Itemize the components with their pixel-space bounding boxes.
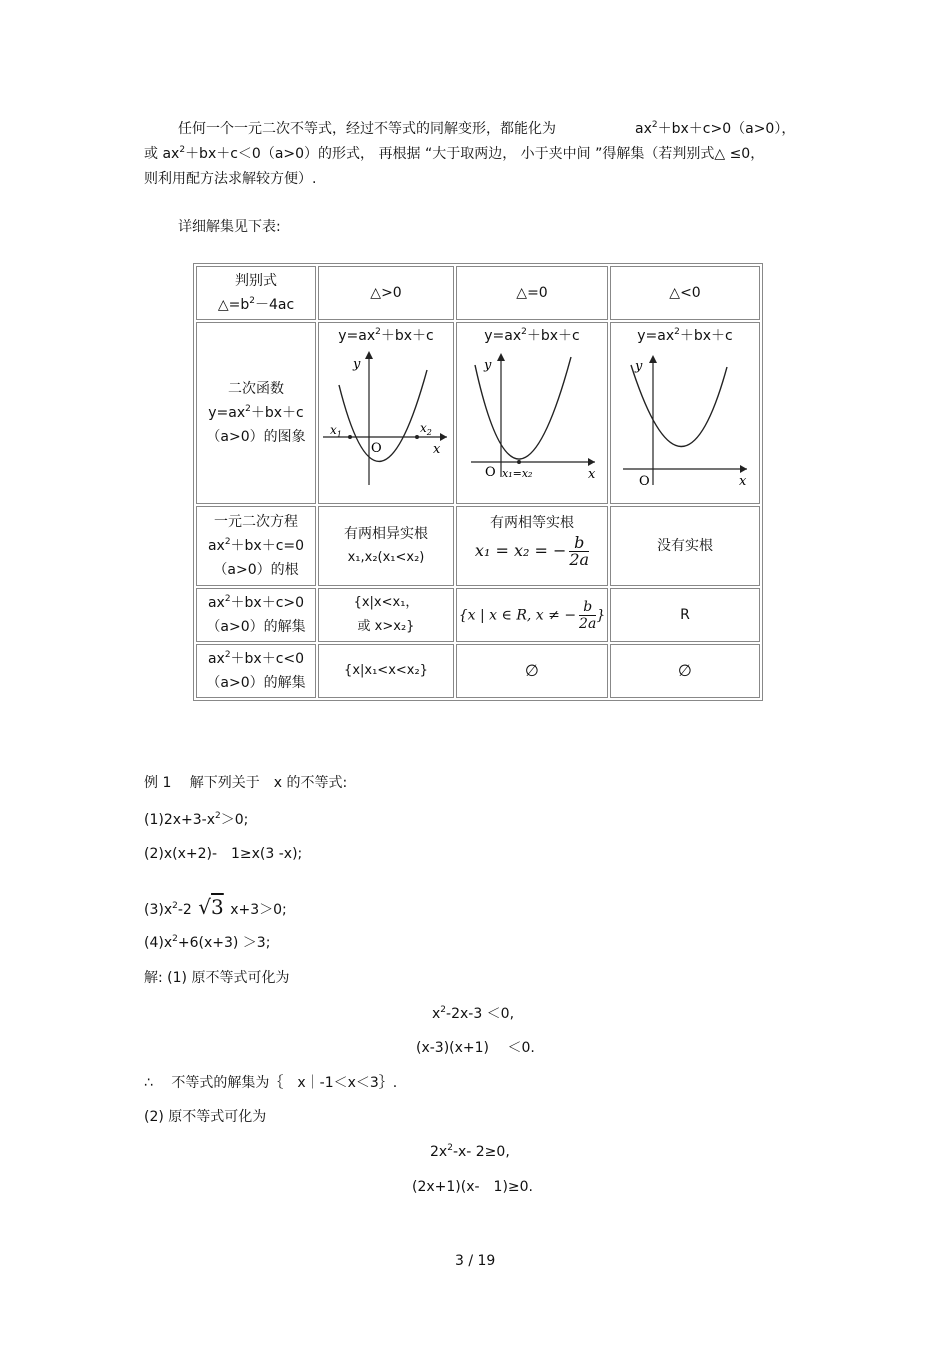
solution-step-2: (x-3)(x+1) ＜0. [416, 1040, 535, 1056]
parabola-curve [631, 365, 727, 447]
solution-step-3: $2x^2-x-$ 2≥0, [430, 1143, 510, 1160]
cell-text: 一元二次方程 [214, 514, 298, 530]
cell-text: 有两相异实根 [344, 526, 428, 542]
intro-formula-1 [635, 122, 795, 136]
intro-line-2 [144, 147, 764, 161]
roots-cell-double [456, 506, 608, 586]
roots-row [196, 506, 760, 586]
x-axis-label: x [588, 467, 596, 482]
graph-title: $y=ax^2+bx+c$ [484, 327, 580, 344]
origin-label: O [371, 441, 382, 456]
example-title: 例 1 解下列关于 x 的不等式: [144, 775, 348, 791]
solution-table [193, 263, 763, 701]
page-number: 3 / 19 [455, 1253, 496, 1269]
empty-set-icon: ∅ [610, 644, 760, 698]
solution-step-1: $x^2-2x-3 <0$, [432, 1005, 515, 1022]
gt-cell-no-roots: R [610, 588, 760, 642]
graph-cell-double-root [456, 322, 608, 504]
cell-text: （a>0）的图象 [206, 429, 306, 445]
graph-title: $y=ax^2+bx+c$ [637, 327, 733, 344]
fraction: $\frac{b}{2a}$ [569, 533, 590, 569]
cell-formula: x₁,x₂(x₁<x₂) [347, 550, 425, 565]
cell-text: （a>0）的解集 [206, 675, 306, 691]
negative-solution-row [196, 644, 760, 698]
solution-part-2-label: (2) 原不等式可化为 [144, 1109, 267, 1125]
double-root-point [517, 460, 521, 464]
intro-line-3: 则利用配方法求解较方便）. [144, 171, 317, 187]
fraction: $\frac{b}{2a}$ [579, 598, 597, 632]
cell-text: 二次函数 [228, 381, 284, 397]
roots-cell-two-distinct [318, 506, 454, 586]
header-row [196, 266, 760, 320]
y-axis-label: y [353, 357, 361, 372]
equation-formula: $ax^2+bx+c=0$ [207, 537, 305, 554]
gt-cell-double-root: {x | x ∈ R, x ≠ − $\frac{b}{2a}$ } [456, 588, 608, 642]
problem-1: $(1)2x+3-x^2>0$; [144, 811, 249, 828]
intro-text: 任何一个一元二次不等式，经过不等式的同解变形，都能化为 [178, 121, 556, 137]
header-label-cell [196, 266, 316, 320]
intro-line-1 [178, 122, 556, 136]
graph-cell-no-roots [610, 322, 760, 504]
y-axis-arrow [365, 351, 373, 359]
cell-formula: {x|x<x₁， [353, 595, 419, 610]
origin-label: O [485, 465, 496, 480]
root-2-label: $x_2$ [420, 421, 432, 437]
double-root-formula: x₁ = x₂ = − $\frac{b}{2a}$ [474, 533, 590, 569]
inequality-formula: $ax^2+bx+c>0$ [207, 594, 305, 611]
formula-text: ax [635, 121, 652, 137]
lt-label-cell [196, 644, 316, 698]
cell-text: （a>0）的解集 [206, 619, 306, 635]
gt-label-cell [196, 588, 316, 642]
roots-label-cell [196, 506, 316, 586]
solution-label: 解: (1) 原不等式可化为 [144, 970, 290, 986]
x-axis-arrow [588, 458, 595, 466]
header-col-zero: △=0 [456, 266, 608, 320]
parabola-curve [339, 370, 427, 461]
formula-exponent: 2 [651, 120, 658, 130]
root-point-2 [415, 435, 419, 439]
y-axis-label: y [484, 358, 492, 373]
roots-cell-none: 没有实根 [610, 506, 760, 586]
lt-cell-two-roots: {x|x₁<x<x₂} [318, 644, 454, 698]
problem-4: $(4)x^2+6(x+3) >3$; [144, 934, 271, 951]
x-axis-label: x [739, 474, 747, 489]
root-1-label: $x_1$ [330, 423, 342, 439]
header-col-negative: △<0 [610, 266, 760, 320]
empty-set-icon: ∅ [456, 644, 608, 698]
x-axis-label: x [433, 442, 441, 457]
discriminant-formula: $\triangle=b^2-4ac$ [217, 296, 295, 313]
y-axis-label: y [635, 359, 643, 374]
solution-conclusion-1: ∴ 不等式的解集为｛ x｜-1＜x＜3｝. [144, 1075, 398, 1091]
graph-label-cell [196, 322, 316, 504]
x-axis-arrow [740, 465, 747, 473]
cell-text: （a>0）的根 [213, 562, 299, 578]
parabola-graph-two-roots [319, 345, 453, 495]
header-col-positive: △>0 [318, 266, 454, 320]
parabola-graph-no-roots [611, 345, 759, 495]
intro-text: 或 ax [144, 146, 180, 162]
x-axis-arrow [440, 433, 447, 441]
y-axis-arrow [497, 353, 505, 361]
formula-exponent: 2 [179, 145, 186, 155]
sqrt-icon: √3 [198, 895, 224, 919]
parabola-graph-double-root [457, 345, 607, 495]
inequality-formula: $ax^2+bx+c<0$ [207, 650, 305, 667]
cell-text: 有两相等实根 [490, 515, 574, 531]
solution-step-4: (2x+1)(x- 1)≥0. [412, 1179, 534, 1195]
graph-cell-two-roots [318, 322, 454, 504]
root-point-1 [348, 435, 352, 439]
cell-formula: 或 x>x₂} [357, 619, 415, 634]
graph-title: $y=ax^2+bx+c$ [338, 327, 434, 344]
origin-label: O [639, 474, 650, 489]
graph-row [196, 322, 760, 504]
double-root-label: x₁=x₂ [502, 467, 533, 480]
problem-2: (2)x(x+2)- 1≥x(3 -x); [144, 846, 303, 862]
positive-solution-row [196, 588, 760, 642]
function-formula: $y=ax^2+bx+c$ [208, 404, 304, 421]
cell-text: 判别式 [235, 273, 277, 289]
gt-cell-two-roots [318, 588, 454, 642]
formula-text: ＋bx＋c>0（a>0）， [657, 121, 796, 137]
problem-3: $(3)x^2-2$ √3 x+3＞0; [144, 895, 287, 919]
y-axis-arrow [649, 355, 657, 363]
table-caption: 详细解集见下表: [178, 219, 281, 235]
intro-text: ＋bx＋c＜0（a>0）的形式， 再根据 “大于取两边， 小于夹中间 ”得解集（若判别式△ ≤0， [185, 146, 765, 162]
